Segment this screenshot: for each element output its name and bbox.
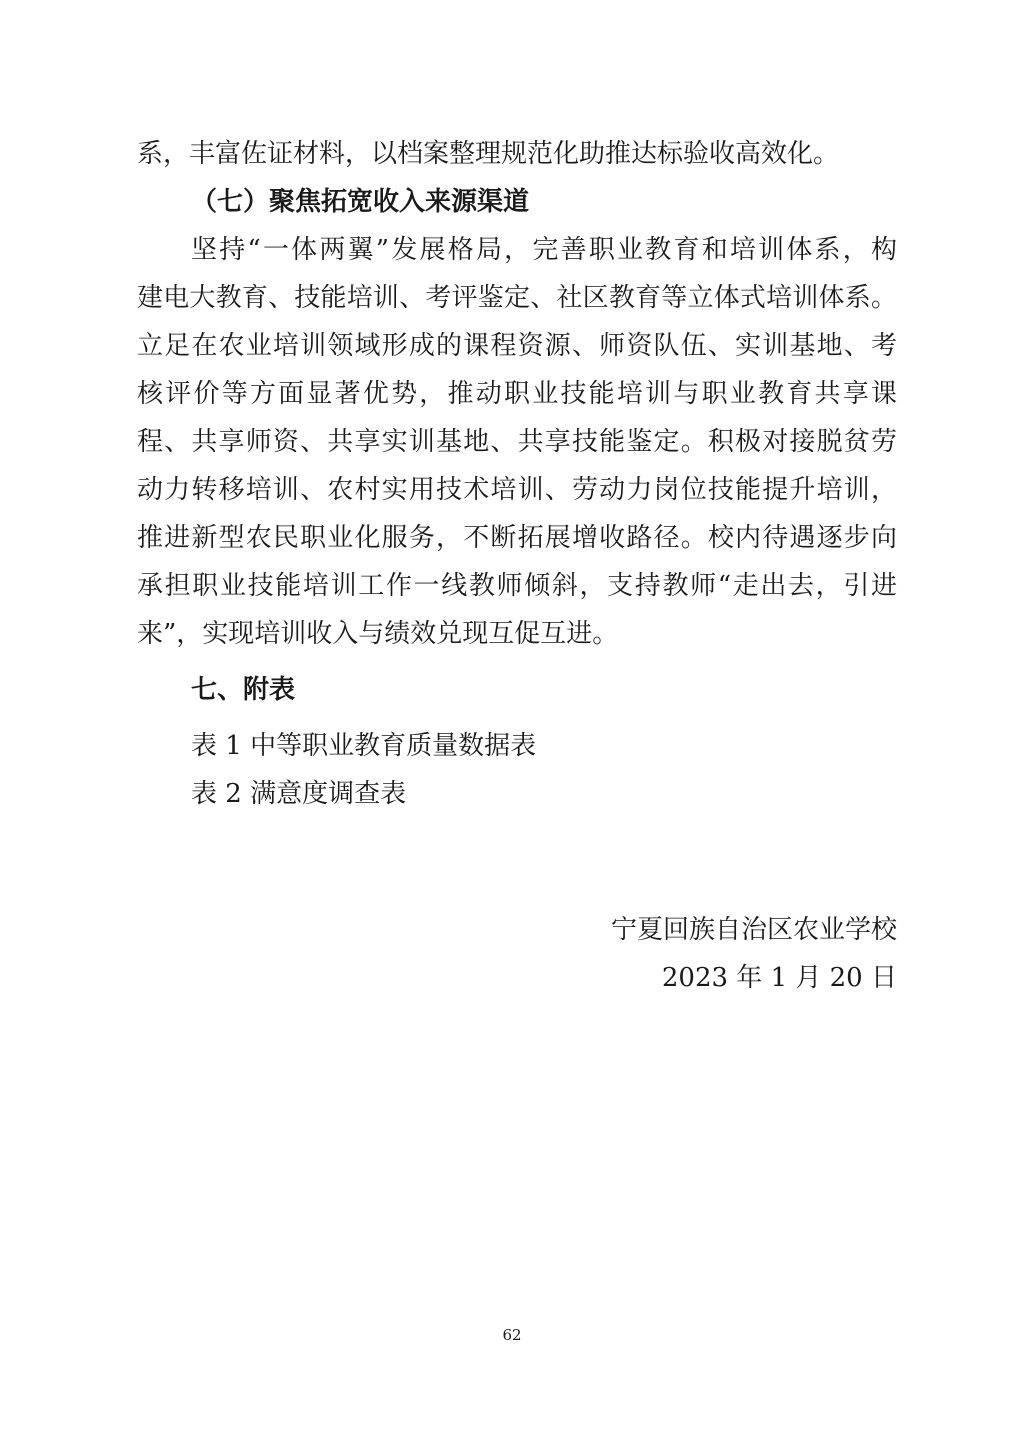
paragraph-line: 推进新型农民职业化服务，不断拓展增收路径。校内待遇逐步向: [137, 523, 897, 553]
appendix-item: 表 1 中等职业教育质量数据表: [191, 731, 537, 761]
appendix-item: 表 2 满意度调查表: [191, 779, 407, 809]
paragraph-line: 动力转移培训、农村实用技术培训、劳动力岗位技能提升培训，: [137, 475, 897, 505]
page-number: 62: [502, 1326, 522, 1344]
paragraph-line: 程、共享师资、共享实训基地、共享技能鉴定。积极对接脱贫劳: [137, 427, 897, 457]
section-heading: 七、附表: [191, 675, 296, 705]
paragraph-line: 核评价等方面显著优势，推动职业技能培训与职业教育共享课: [137, 379, 897, 409]
paragraph-line: 建电大教育、技能培训、考评鉴定、社区教育等立体式培训体系。: [137, 283, 897, 313]
paragraph-line: 承担职业技能培训工作一线教师倾斜，支持教师“走出去，引进: [137, 571, 897, 601]
paragraph-line: 系，丰富佐证材料，以档案整理规范化助推达标验收高效化。: [137, 139, 840, 169]
paragraph-line: 立足在农业培训领域形成的课程资源、师资队伍、实训基地、考: [137, 331, 897, 361]
subsection-heading: （七）聚焦拓宽收入来源渠道: [191, 187, 530, 217]
paragraph-line: 来”，实现培训收入与绩效兑现互促互进。: [137, 619, 619, 649]
signature-org: 宁夏回族自治区农业学校: [610, 915, 897, 945]
signature-date: 2023 年 1 月 20 日: [661, 963, 897, 993]
paragraph-line: 坚持“一体两翼”发展格局，完善职业教育和培训体系，构: [191, 235, 897, 265]
